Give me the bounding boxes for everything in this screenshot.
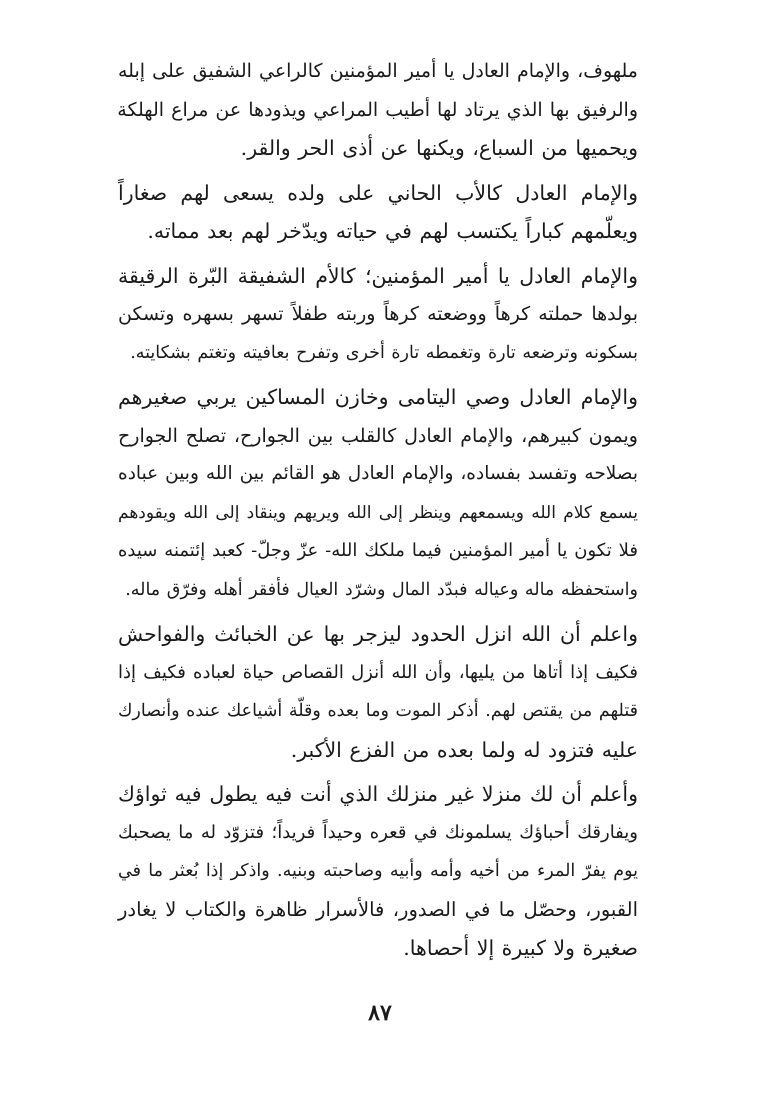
text-line: يسمع كلام الله ويسمعهم وينظر إلى الله ويريهم وينقاد إلى الله ويقودهم	[118, 502, 638, 523]
text-line: يوم يفرّ المرء من أخيه وأمه وأبيه وصاحبته وبنيه. واذكر إذا بُعثر ما في	[118, 861, 638, 881]
text-line: ويعلّمهم كباراً يكتسب لهم في حياته ويدّخر لهم بعد مماته.	[147, 219, 638, 243]
text-line: صغيرة ولا كبيرة إلا أحصاها.	[403, 936, 638, 960]
text-line: فكيف إذا أتاها من يليها، وأن الله أنزل القصاص حياة لعباده فكيف إذا	[118, 661, 638, 683]
text-line: عليه فتزود له ولما بعده من الفزع الأكبر.	[290, 737, 638, 762]
text-line: القبور، وحصّل ما في الصدور، فالأسرار ظاهرة والكتاب لا يغادر	[118, 897, 638, 921]
text-line: ويفارقك أحباؤك يسلمونك في قعره وحيداً فريداً؛ فتزوّد له ما يصحبك	[118, 821, 638, 843]
text-line: فلا تكون يا أمير المؤمنين فيما ملكك الله- عزّ وجلّ- كعبد إئتمنه سيده	[118, 540, 638, 561]
text-line: واعلم أن الله انزل الحدود ليزجر بها عن الخبائث والفواحش	[118, 622, 638, 646]
text-line: بولدها حملته كرهاً ووضعته كرهاً وربته طفلاً تسهر بسهره وتسكن	[118, 303, 639, 325]
text-line: بسكونه وترضعه تارة وتغمطه تارة أخرى وتفرح بعافيته وتغتم بشكايته.	[130, 342, 638, 363]
text-line: ويحميها من السباع، ويكنها عن أذى الحر والقر.	[240, 136, 638, 160]
text-line: بصلاحه وتفسد بفساده، والإمام العادل هو القائم بين الله وبين عباده	[118, 463, 638, 484]
body-text	[118, 52, 638, 968]
text-line: وأعلم أن لك منزلا غير منزلك الذي أنت فيه يطول فيه ثواؤك	[118, 782, 638, 806]
text-line: والإمام العادل كالأب الحاني على ولده يسعى لهم صغاراً	[118, 180, 638, 205]
text-line: والرفيق بها الذي يرتاد لها أطيب المراعي ويذودها عن مراع الهلكة	[117, 98, 638, 121]
page-number: ٨٧	[368, 1000, 392, 1026]
text-line: والإمام العادل وصي اليتامى وخازن المساكين يربي صغيرهم	[118, 385, 638, 409]
text-line: واستحفظه ماله وعياله فبدّد المال وشرّد العيال فأفقر أهله وفرّق ماله.	[125, 579, 638, 600]
text-line: ويمون كبيرهم، والإمام العادل كالقلب بين الجوارح، تصلح الجوارح	[118, 424, 638, 447]
text-line: ملهوف، والإمام العادل يا أمير المؤمنين كالراعي الشفيق على إبله	[118, 60, 638, 82]
text-line: قتلهم من يقتص لهم. أذكر الموت وما بعده وقلّة أشياعك عنده وأنصارك	[118, 701, 638, 721]
text-line: والإمام العادل يا أمير المؤمنين؛ كالأم الشفيقة البّرة الرقيقة	[118, 263, 638, 288]
